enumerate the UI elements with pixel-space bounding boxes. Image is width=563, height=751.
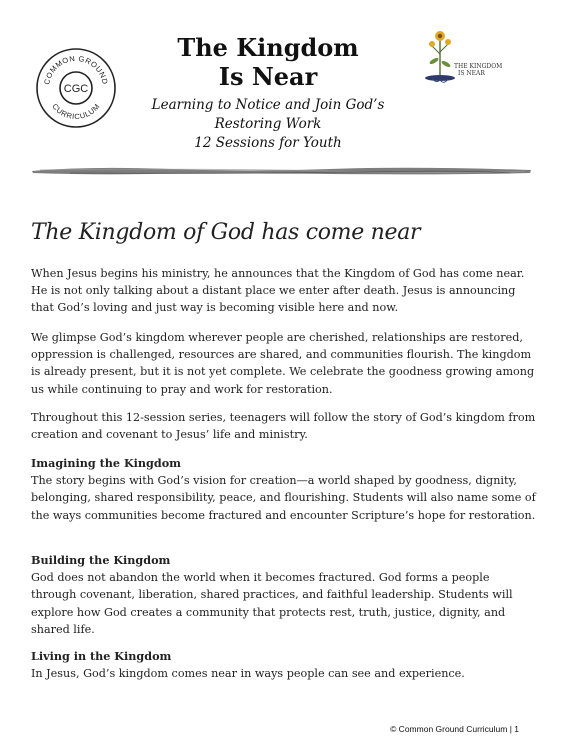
- section-living: [31, 648, 536, 682]
- page-title: [118, 33, 418, 91]
- intro-paragraph-3: [31, 409, 536, 443]
- title-line-2: Is Near: [218, 62, 318, 91]
- page-subtitle: [118, 96, 418, 153]
- kingdom-logo-line1: THE KINGDOM: [454, 63, 503, 70]
- paragraph-text: We glimpse God’s kingdom wherever people are cherished, relationships are restored, oppression is challenged, resources are shared, and communities flourish. The kingdom is already present, but it is not yet complete. We celebrate the goodness growing among us while continuing to pray and work for restoration.: [31, 331, 535, 396]
- page-footer: © Common Ground Curriculum | 1: [390, 724, 519, 734]
- subtitle-line-1: Learning to Notice and Join God’s: [151, 97, 385, 113]
- kingdom-logo: [422, 28, 512, 88]
- section-imagining-heading: Imagining the Kingdom: [31, 456, 181, 470]
- section-building-text: God does not abandon the world when it becomes fractured. God forms a people through covenant, liberation, shared practices, and faithful leadership. Students will explore how God creates a community that protects rest, truth, justice, dignity, and shared life.: [31, 571, 513, 636]
- sunflower-icon: [425, 31, 455, 82]
- paragraph-text: When Jesus begins his ministry, he announces that the Kingdom of God has come near. He is not only talking about a distant place we enter after death. Jesus is announcing that God’s loving and just way is becoming visible here and now.: [31, 267, 525, 315]
- intro-paragraph-2: [31, 329, 536, 398]
- section-building: [31, 552, 536, 638]
- intro-paragraph-1: [31, 265, 536, 317]
- section-building-heading: Building the Kingdom: [31, 553, 171, 567]
- brush-divider: [30, 164, 533, 178]
- subtitle-line-2: Restoring Work: [214, 116, 322, 132]
- section-heading: The Kingdom of God has come near: [31, 220, 421, 245]
- logo-ring-top: COMMON GROUND: [42, 53, 110, 86]
- logo-cgc-text: CGC: [63, 83, 89, 95]
- section-living-text: In Jesus, God’s kingdom comes near in ways people can see and experience.: [31, 667, 465, 681]
- kingdom-logo-line2: IS NEAR: [458, 70, 485, 77]
- section-imagining: [31, 455, 536, 524]
- svg-text:COMMON GROUND: [42, 54, 110, 86]
- subtitle-line-3: 12 Sessions for Youth: [194, 135, 342, 151]
- title-line-1: The Kingdom: [177, 33, 359, 62]
- paragraph-text: Throughout this 12-session series, teenagers will follow the story of God’s kingdom from creation and covenant to Jesus’ life and ministry.: [31, 411, 536, 442]
- section-imagining-text: The story begins with God’s vision for creation—a world shaped by goodness, dignity, belonging, shared responsibility, peace, and flourishing. Students will also name some of the ways communities become fractured and encounter Scripture’s hope for restoration.: [31, 474, 536, 522]
- section-living-heading: Living in the Kingdom: [31, 649, 172, 663]
- cgc-logo: [35, 47, 117, 129]
- logo-ring-bottom: CURRICULUM: [50, 101, 102, 122]
